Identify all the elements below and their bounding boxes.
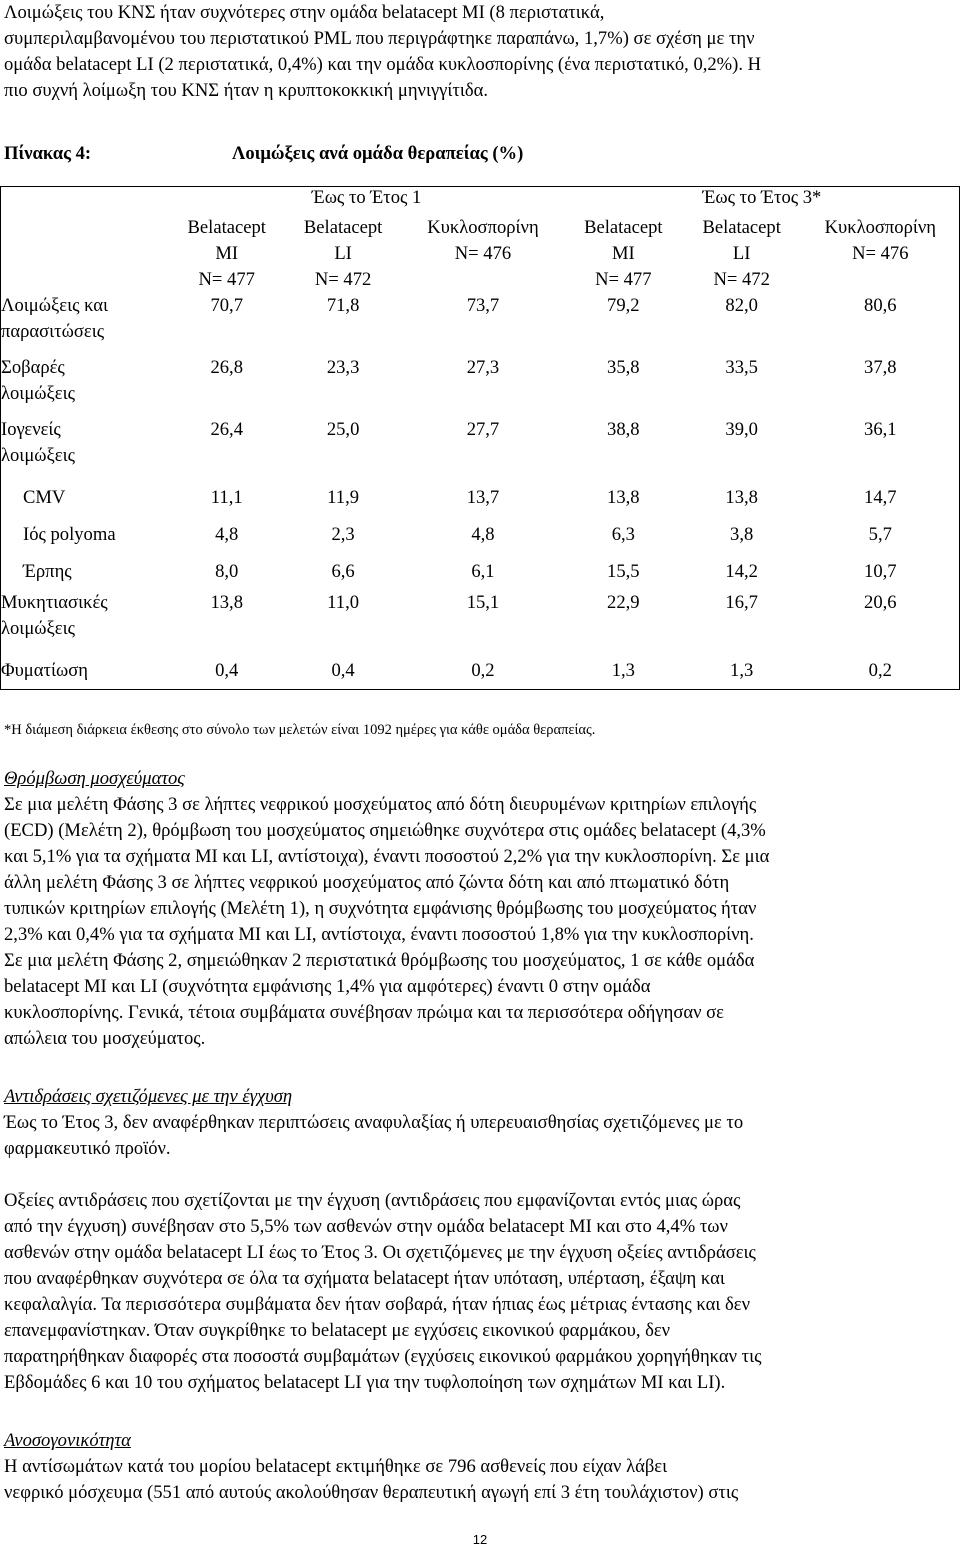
text-line: κεφαλαλγία. Τα περισσότερα συμβάματα δεν ήταν σοβαρά, ήταν ήπιας έως μέτριας έντασης και δεν [4, 1294, 750, 1315]
table-row [1, 355, 960, 417]
table-cell: 16,7 [725, 592, 758, 613]
table-cell: 4,8 [471, 524, 495, 545]
text-line: φαρμακευτικό προϊόν. [4, 1138, 171, 1159]
column-header: Belatacept LI N= 472 [303, 217, 383, 290]
text-line: παρατηρήθηκαν διαφορές στα ποσοστά συμβαμάτων (εγχύσεις εικονικού φαρμάκου χορηγήθηκαν τις [4, 1346, 762, 1367]
table-row [1, 516, 960, 553]
text-line: από την έγχυση) συνέβησαν στο 5,5% των ασθενών στην ομάδα belatacept MI και στο 4,4% των [4, 1216, 728, 1237]
table-cell: 27,3 [466, 357, 500, 378]
text-line: τυπικών κριτηρίων επιλογής (Μελέτη 1), η συχνότητα εμφάνισης θρόμβωσης του μοσχεύματος ήταν [4, 898, 757, 919]
row-label: Ιογενείς λοιμώξεις [1, 419, 75, 466]
table-cell: 11,0 [327, 592, 360, 613]
text-line: επανεμφανίστηκαν. Όταν συγκρίθηκε το belatacept με εγχύσεις εικονικού φαρμάκου, δεν [4, 1320, 671, 1341]
table-cell: 13,7 [466, 487, 500, 508]
table-cell: 27,7 [466, 419, 500, 440]
text-line: νεφρικό μόσχευμα (551 από αυτούς ακολούθησαν θεραπευτική αγωγή επί 3 έτη τουλάχιστον) στις [4, 1482, 739, 1503]
row-label: Έρπης [23, 561, 72, 582]
text-line: κυκλοσπορίνης. Γενικά, τέτοια συμβάματα συνέβησαν πρώιμα και τα περισσότερα οδήγησαν σε [4, 1002, 724, 1023]
section-heading: Θρόμβωση μοσχεύματος [4, 768, 185, 789]
text-line: Έως το Έτος 3, δεν αναφέρθηκαν περιπτώσεις αναφυλαξίας ή υπερευαισθησίας σχετιζόμενες με το [4, 1112, 744, 1133]
row-label: Μυκητιασικές λοιμώξεις [1, 592, 108, 639]
table-cell: 36,1 [864, 419, 897, 440]
table-cell: 71,8 [326, 295, 360, 316]
table-cell: 0,4 [215, 660, 239, 681]
table-cell: 11,1 [210, 487, 243, 508]
table-cell: 79,2 [607, 295, 640, 316]
table-cell: 8,0 [215, 561, 239, 582]
table-cell: 13,8 [210, 592, 243, 613]
table-cell: 22,9 [607, 592, 640, 613]
table-cell: 73,7 [466, 295, 500, 316]
page-number: 12 [472, 1532, 488, 1547]
table-caption-title: Λοιμώξεις ανά ομάδα θεραπείας (%) [232, 143, 524, 164]
table-cell: 23,3 [326, 357, 360, 378]
table-row [1, 293, 960, 355]
table-cell: 20,6 [864, 592, 897, 613]
table-caption-label: Πίνακας 4: [4, 143, 92, 164]
table-cell: 1,3 [611, 660, 635, 681]
text-line: Σε μια μελέτη Φάσης 3 σε λήπτες νεφρικού μοσχεύματος από δότη διευρυμένων κριτηρίων επιλογής [4, 794, 757, 815]
table-cell: 1,3 [730, 660, 754, 681]
text-line: Σε μια μελέτη Φάσης 2, σημειώθηκαν 2 περιστατικά θρόμβωσης του μοσχεύματος, 1 σε κάθε ομάδα [4, 950, 755, 971]
text-line: συμπεριλαμβανομένου του περιστατικού PML που περιγράφτηκε παραπάνω, 1,7%) σε σχέση με την [4, 28, 755, 49]
table-cell: 13,8 [607, 487, 640, 508]
text-line: (ECD) (Μελέτη 2), θρόμβωση του μοσχεύματος σημειώθηκε συχνότερα στις ομάδες belatacept (4,3% [4, 820, 766, 841]
table-cell: 10,7 [864, 561, 897, 582]
row-label: CMV [23, 487, 66, 508]
infections-table [0, 186, 960, 690]
table-cell: 38,8 [607, 419, 640, 440]
table-row [1, 652, 960, 690]
section-paragraph [4, 1110, 956, 1162]
table-row [1, 417, 960, 479]
intro-paragraph [4, 0, 956, 104]
table-footnote: *Η διάμεση διάρκεια έκθεσης στο σύνολο των μελετών είναι 1092 ημέρες για κάθε ομάδα θεραπείας. [4, 722, 596, 738]
text-line: belatacept MI και LI (συχνότητα εμφάνισης 1,4% για αμφότερες) έναντι 0 στην ομάδα [4, 976, 651, 997]
table-cell: 39,0 [725, 419, 758, 440]
table-cell: 82,0 [725, 295, 758, 316]
table-cell: 4,8 [215, 524, 239, 545]
table-cell: 6,6 [331, 561, 355, 582]
table-cell: 80,6 [864, 295, 897, 316]
table-cell: 0,2 [868, 660, 892, 681]
text-line: ασθενών στην ομάδα belatacept LI έως το Έτος 3. Οι σχετιζόμενες με την έγχυση οξείες αντιδράσεις [4, 1242, 756, 1263]
row-label: Λοιμώξεις και παρασιτώσεις [1, 295, 109, 342]
table-cell: 35,8 [607, 357, 640, 378]
table-cell: 70,7 [210, 295, 243, 316]
table-cell: 2,3 [331, 524, 355, 545]
column-header: Belatacept LI N= 472 [702, 217, 781, 290]
table-row [1, 479, 960, 516]
table-cell: 0,4 [331, 660, 355, 681]
text-line: Η αντίσωμάτων κατά του μορίου belatacept εκτιμήθηκε σε 796 ασθενείς που είχαν λάβει [4, 1456, 668, 1477]
group-header-year1: Έως το Έτος 1 [311, 187, 422, 208]
column-header: Belatacept MI N= 477 [584, 217, 663, 290]
section-heading: Αντιδράσεις σχετιζόμενες με την έγχυση [4, 1086, 293, 1107]
table-row [1, 590, 960, 652]
table-cell: 37,8 [864, 357, 897, 378]
table-cell: 13,8 [725, 487, 758, 508]
table-cell: 6,1 [471, 561, 495, 582]
table-cell: 14,7 [864, 487, 897, 508]
table-cell: 15,5 [607, 561, 640, 582]
column-header: Κυκλοσπορίνη N= 476 [427, 217, 539, 264]
text-line: απώλεια του μοσχεύματος. [4, 1028, 206, 1049]
group-header-year3: Έως το Έτος 3* [702, 187, 822, 208]
table-group-header-row [1, 187, 960, 216]
table-cell: 15,1 [466, 592, 500, 613]
text-line: ομάδα belatacept LI (2 περιστατικά, 0,4%) και την ομάδα κυκλοσπορίνης (ένα περιστατικό, 0,2%). Η [4, 54, 762, 75]
text-line: Λοιμώξεις του ΚΝΣ ήταν συχνότερες στην ομάδα belatacept MI (8 περιστατικά, [4, 2, 605, 23]
row-label: Φυματίωση [1, 660, 88, 681]
section-paragraph [4, 1454, 956, 1506]
text-line: 2,3% και 0,4% για τα σχήματα MI και LI, αντίστοιχα, έναντι ποσοστού 1,8% για την κυκλοσπορίνη. [4, 924, 754, 945]
row-label: Σοβαρές λοιμώξεις [1, 357, 75, 404]
table-cell: 0,2 [471, 660, 495, 681]
table-column-header-row [1, 215, 960, 293]
section-heading: Ανοσογονικότητα [4, 1430, 131, 1451]
table-row [1, 553, 960, 590]
text-line: που αναφέρθηκαν συχνότερα σε όλα τα σχήματα belatacept ήταν υπόταση, υπέρταση, έξαψη και [4, 1268, 725, 1289]
text-line: πιο συχνή λοίμωξη του ΚΝΣ ήταν η κρυπτοκοκκική μηνιγγίτιδα. [4, 80, 489, 101]
table-cell: 6,3 [611, 524, 635, 545]
table-cell: 3,8 [730, 524, 754, 545]
table-cell: 33,5 [725, 357, 758, 378]
table-cell: 14,2 [725, 561, 758, 582]
table-cell: 26,8 [210, 357, 243, 378]
table-cell: 25,0 [326, 419, 360, 440]
text-line: και 5,1% για τα σχήματα MI και LI, αντίστοιχα), έναντι ποσοστού 2,2% για την κυκλοσπορίνη. Σε μια [4, 846, 770, 867]
table-cell: 11,9 [327, 487, 360, 508]
table-cell: 26,4 [210, 419, 243, 440]
text-line: Οξείες αντιδράσεις που σχετίζονται με την έγχυση (αντιδράσεις που εμφανίζονται εντός μιας ώρας [4, 1190, 741, 1211]
row-label: Ιός polyoma [23, 524, 116, 545]
section-paragraph [4, 1188, 956, 1396]
table-cell: 5,7 [868, 524, 892, 545]
column-header: Κυκλοσπορίνη N= 476 [824, 217, 937, 264]
section-paragraph [4, 792, 956, 1052]
text-line: άλλη μελέτη Φάσης 3 σε λήπτες νεφρικού μοσχεύματος από ζώντα δότη και από πτωματικό δότη [4, 872, 730, 893]
text-line: Εβδομάδες 6 και 10 του σχήματος belatacept LI για την τυφλοποίηση των σχημάτων MI και LI). [4, 1372, 726, 1393]
column-header: Belatacept MI N= 477 [187, 217, 266, 290]
